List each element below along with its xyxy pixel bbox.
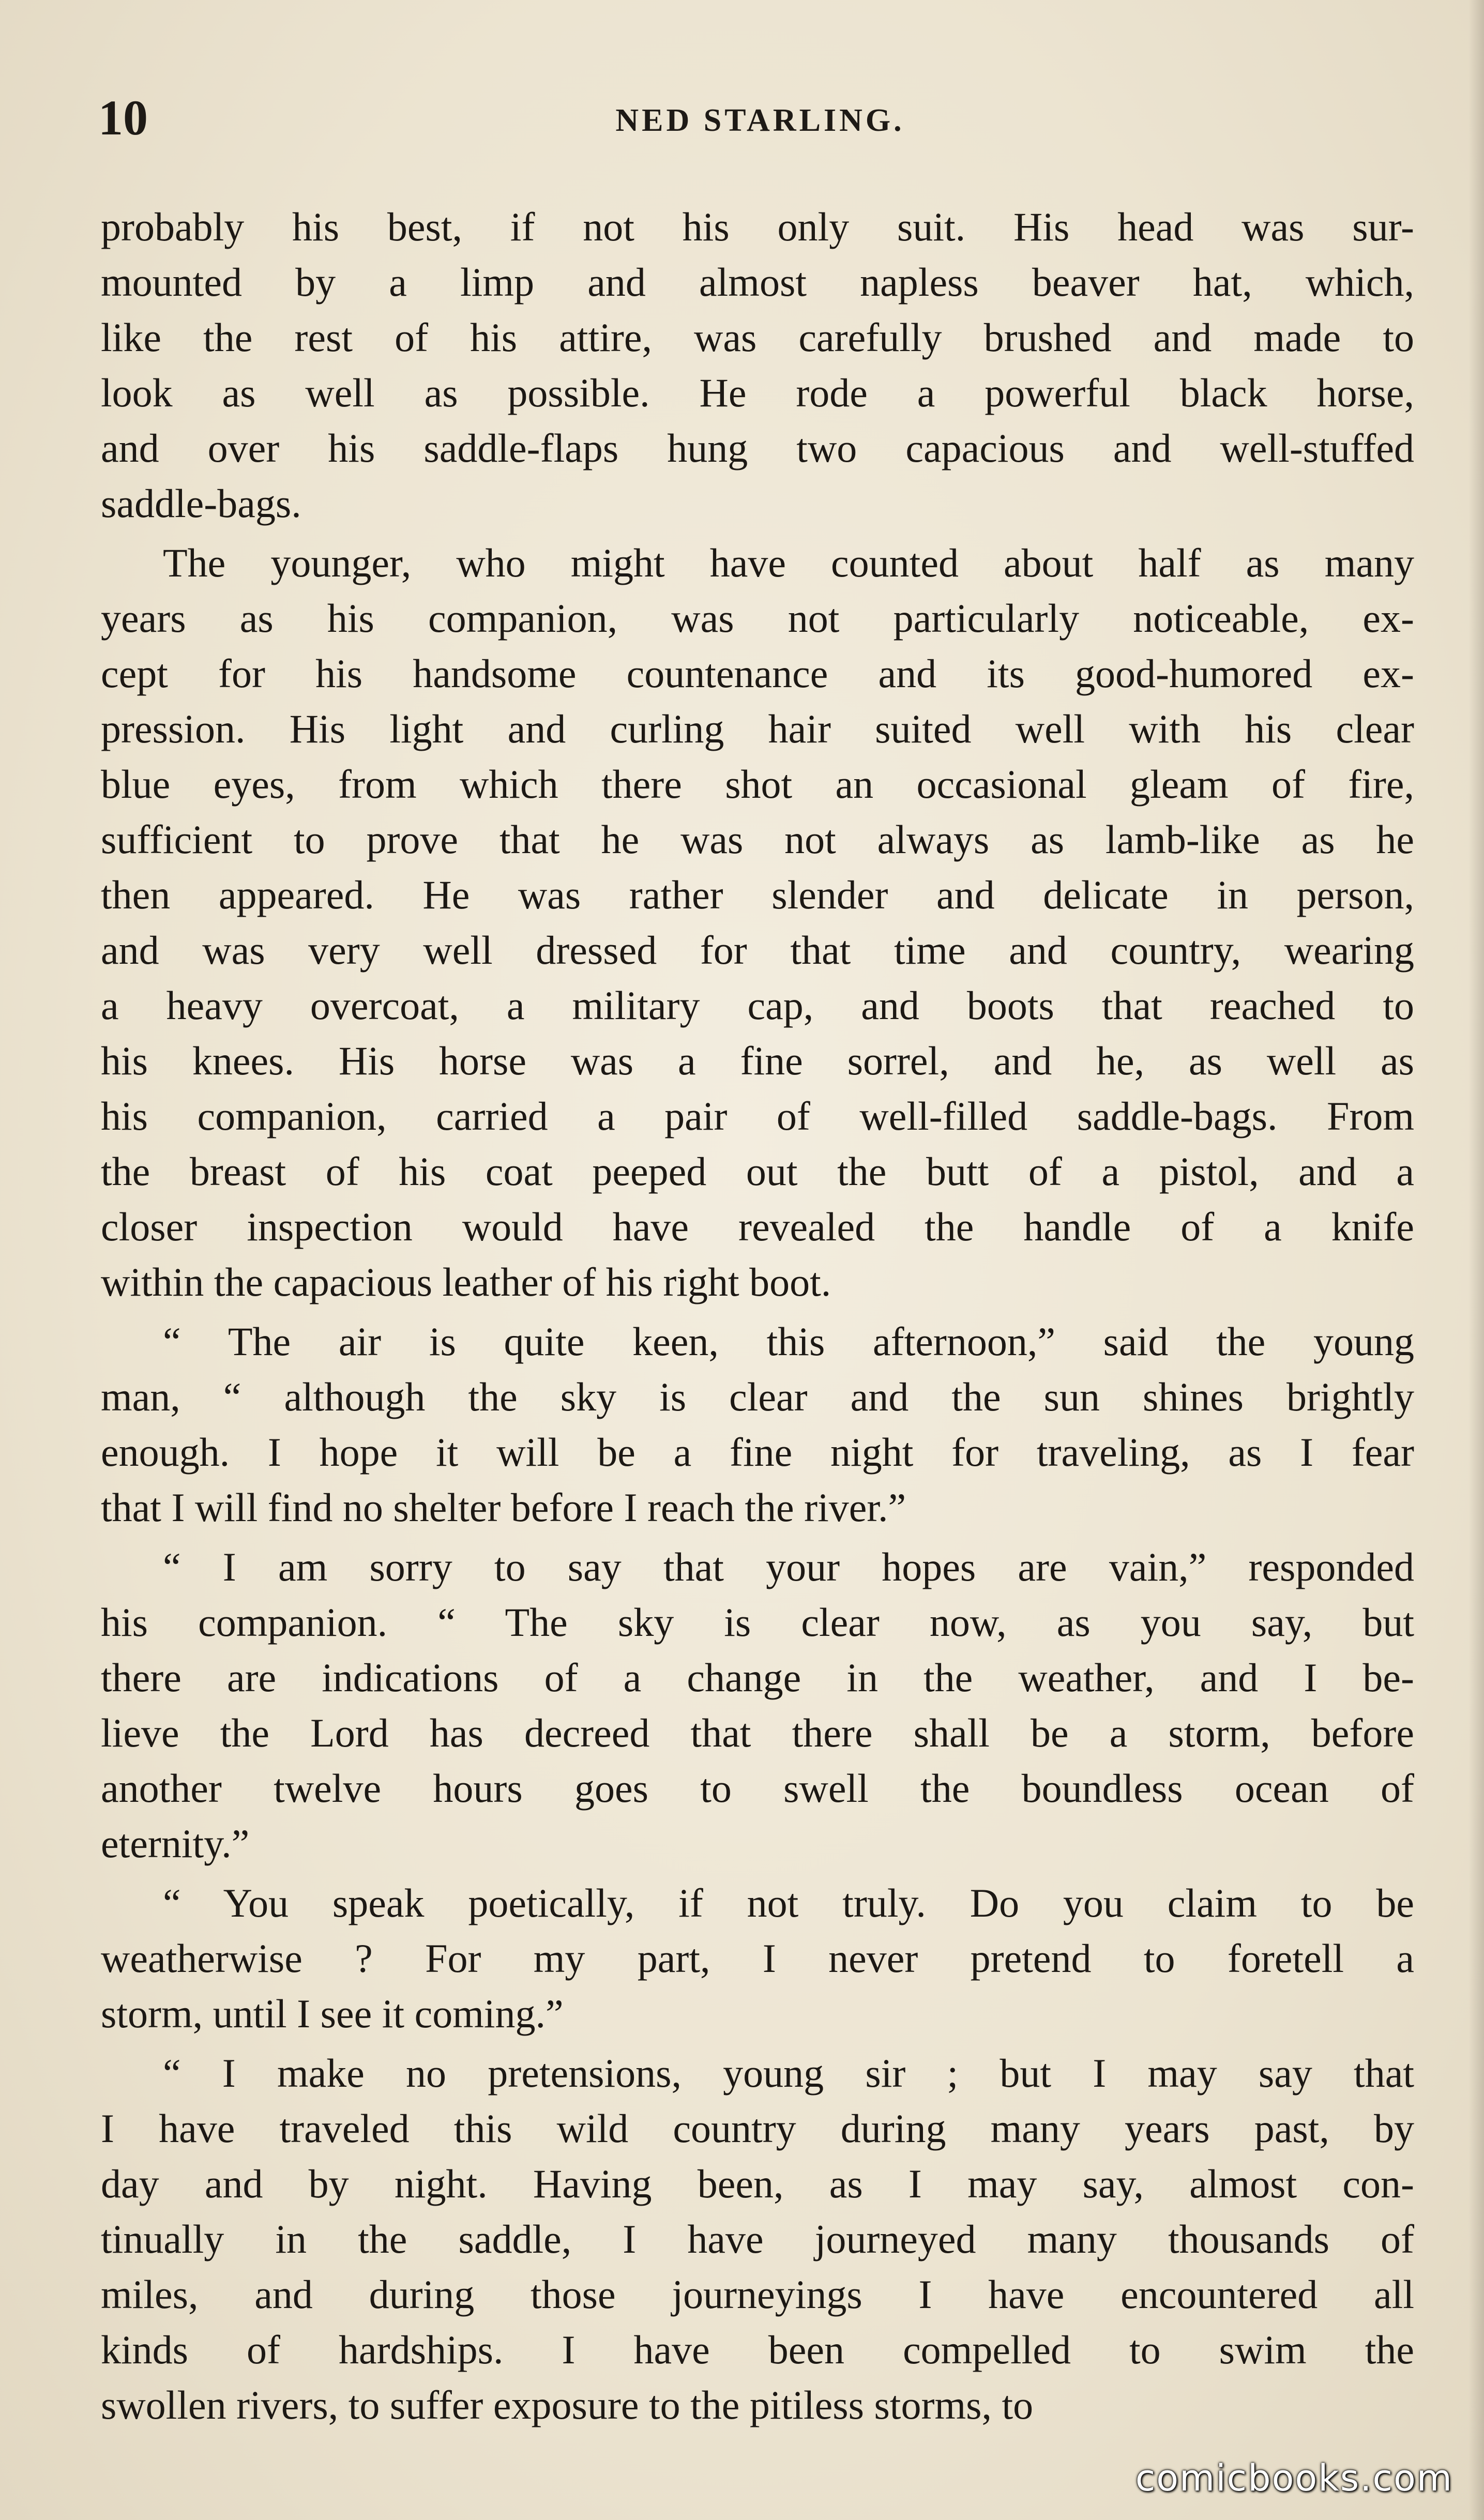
text-line: man, “ although the sky is clear and the sun shines brightly (101, 1374, 1414, 1419)
paragraph (101, 1314, 1414, 1535)
text-line: mounted by a limp and almost napless beaver hat, which, (101, 260, 1414, 305)
page-edge-shadow (1468, 0, 1484, 2520)
text-line: saddle-bags. (101, 481, 301, 526)
running-head: NED STARLING. (615, 103, 905, 138)
text-line: there are indications of a change in the weather, and I be- (101, 1655, 1414, 1700)
text-line: closer inspection would have revealed the handle of a knife (101, 1204, 1414, 1249)
text-line: swollen rivers, to suffer exposure to the pitiless storms, to (101, 2382, 1034, 2427)
paragraph-gap (101, 1871, 1414, 1875)
text-line: eternity.” (101, 1821, 250, 1866)
text-line: cept for his handsome countenance and its good-humored ex- (101, 651, 1414, 696)
body-text (101, 199, 1414, 2433)
text-line: “ I am sorry to say that your hopes are vain,” responded (163, 1544, 1414, 1589)
text-line: day and by night. Having been, as I may say, almost con- (101, 2161, 1414, 2206)
text-line: look as well as possible. He rode a powerful black horse, (101, 370, 1414, 415)
text-line: lieve the Lord has decreed that there shall be a storm, before (101, 1710, 1414, 1755)
paragraph (101, 2045, 1414, 2433)
text-line: tinually in the saddle, I have journeyed many thousands of (101, 2217, 1414, 2261)
paragraph (101, 1875, 1414, 2041)
text-line: a heavy overcoat, a military cap, and boots that reached to (101, 983, 1414, 1028)
text-line: like the rest of his attire, was carefully brushed and made to (101, 315, 1414, 360)
text-line: weatherwise ? For my part, I never pretend to foretell a (101, 1936, 1414, 1981)
paragraph-gap (101, 531, 1414, 535)
text-line: years as his companion, was not particularly noticeable, ex- (101, 596, 1414, 641)
text-line: within the capacious leather of his right boot. (101, 1259, 831, 1304)
text-line: and was very well dressed for that time and country, wearing (101, 928, 1414, 973)
text-line: “ You speak poetically, if not truly. Do you claim to be (163, 1880, 1414, 1925)
paragraph (101, 535, 1414, 1310)
paragraph-gap (101, 1535, 1414, 1539)
text-line: blue eyes, from which there shot an occasional gleam of fire, (101, 762, 1414, 807)
text-line: I have traveled this wild country during many years past, by (101, 2106, 1414, 2151)
page-header (98, 88, 1422, 160)
text-line: The younger, who might have counted about half as many (163, 540, 1414, 585)
text-line: storm, until I see it coming.” (101, 1991, 564, 2036)
paragraph (101, 199, 1414, 531)
text-line: kinds of hardships. I have been compelled to swim the (101, 2327, 1414, 2372)
text-line: his knees. His horse was a fine sorrel, and he, as well as (101, 1038, 1414, 1083)
text-line: his companion, carried a pair of well-filled saddle-bags. From (101, 1094, 1414, 1138)
text-line: pression. His light and curling hair suited well with his clear (101, 706, 1414, 751)
text-line: another twelve hours goes to swell the boundless ocean of (101, 1766, 1414, 1811)
text-line: his companion. “ The sky is clear now, as you say, but (101, 1600, 1414, 1645)
page-number: 10 (98, 90, 148, 145)
text-line: then appeared. He was rather slender and delicate in person, (101, 872, 1414, 917)
text-line: “ The air is quite keen, this afternoon,” said the young (163, 1319, 1414, 1364)
watermark: comicbooks.com (1135, 2457, 1453, 2499)
text-line: miles, and during those journeyings I have encountered all (101, 2272, 1414, 2317)
text-line: the breast of his coat peeped out the butt of a pistol, and a (101, 1149, 1414, 1194)
paragraph-gap (101, 2041, 1414, 2045)
text-line: sufficient to prove that he was not always as lamb-like as he (101, 817, 1414, 862)
text-line: and over his saddle-flaps hung two capacious and well-stuffed (101, 426, 1414, 470)
paragraph (101, 1539, 1414, 1871)
text-line: enough. I hope it will be a fine night for traveling, as I fear (101, 1430, 1414, 1475)
paragraph-gap (101, 1310, 1414, 1314)
text-line: probably his best, if not his only suit. His head was sur- (101, 204, 1414, 249)
text-line: “ I make no pretensions, young sir ; but I may say that (163, 2051, 1414, 2096)
text-line: that I will find no shelter before I reach the river.” (101, 1485, 906, 1530)
